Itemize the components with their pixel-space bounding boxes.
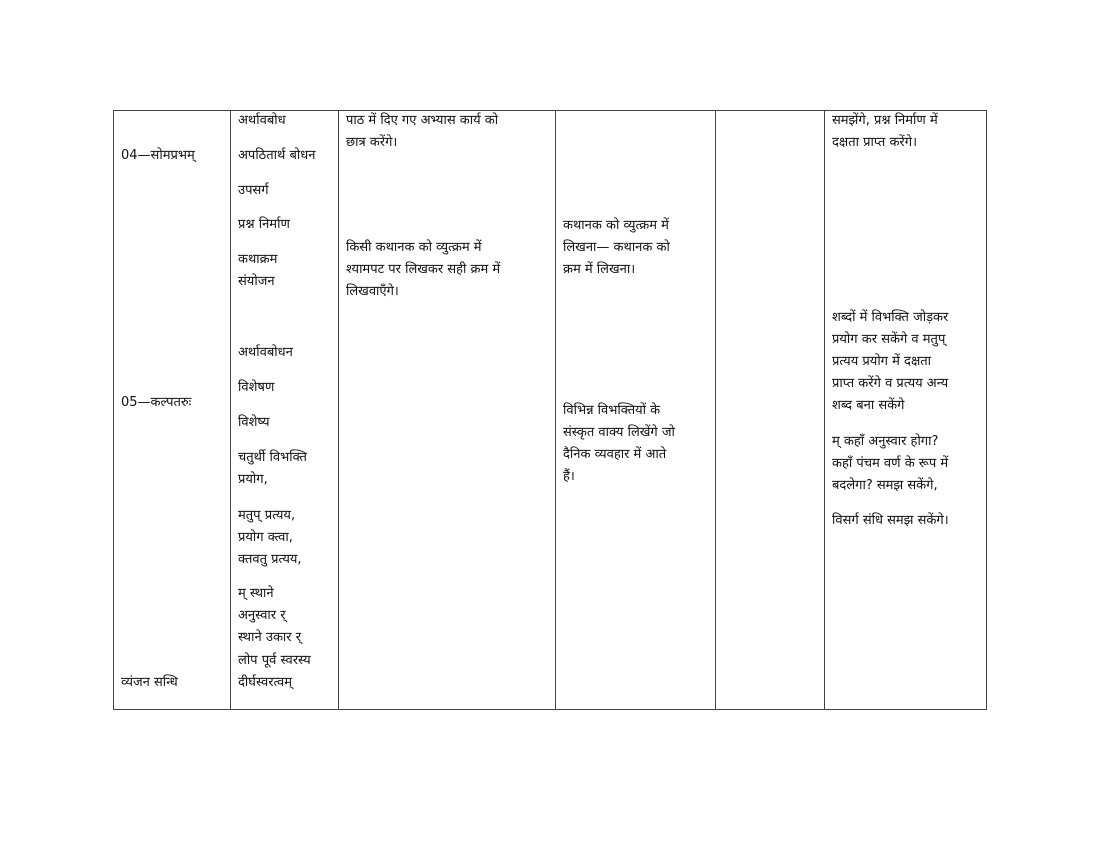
outcome-block [832, 510, 949, 532]
topic-item: स्थाने उकार र् [238, 630, 302, 645]
student-activity-line: हैं। [563, 469, 575, 484]
outcome-line: शब्द बना सकेंगे [832, 398, 905, 413]
activity-block [346, 110, 498, 154]
activity-line: पाठ में दिए गए अभ्यास कार्य को [346, 113, 499, 128]
activity-line: किसी कथानक को व्युत्क्रम में [346, 240, 482, 255]
topic-item: म् स्थाने [238, 586, 274, 601]
student-activity-line: दैनिक व्यवहार में आते [563, 447, 667, 462]
activity-line: श्यामपट पर लिखकर सही क्रम में [346, 262, 501, 277]
student-activity-line: विभिन्न विभक्तियों के [563, 403, 661, 418]
topic-item: अर्थावबोधन [238, 345, 293, 360]
column-divider [230, 110, 231, 710]
outcome-line: दक्षता प्राप्त करेंगे। [832, 135, 917, 150]
topic-vyanjan-sandhi: व्यंजन सन्धि [121, 675, 178, 690]
student-activity-line: संस्कृत वाक्य लिखेंगे जो [563, 425, 675, 440]
outcome-line: म् कहाँ अनुस्वार होगा? [832, 434, 939, 449]
outcome-line: प्रयोग कर सकेंगे व मतुप् [832, 332, 946, 347]
topic-item: प्रयोग, [238, 472, 268, 487]
lesson-4-title: 04—सोमप्रभम् [121, 148, 195, 163]
student-activity-line: कथानक को व्युत्क्रम में [563, 218, 669, 233]
outcome-line: विसर्ग संधि समझ सकेंगे। [832, 513, 949, 528]
student-activity-block [563, 215, 670, 281]
topic-item: दीर्घस्वरत्वम् [238, 675, 293, 690]
outcome-line: प्रत्यय प्रयोग में दक्षता [832, 354, 932, 369]
student-activity-block [563, 400, 675, 488]
topic-item: अनुस्वार र् [238, 608, 286, 623]
column-divider [555, 110, 556, 710]
activity-line: छात्र करेंगे। [346, 135, 398, 150]
topic-item: मतुप् प्रत्यय, [238, 508, 296, 523]
outcome-line: कहाँ पंचम वर्ण के रूप में [832, 456, 949, 471]
outcome-block [832, 431, 948, 497]
topic-item: अपठितार्थ बोधन [238, 148, 316, 163]
topic-item: चतुर्थी विभक्ति [238, 450, 307, 465]
column-divider [824, 110, 825, 710]
topic-item: लोप पूर्व स्वरस्य [238, 653, 311, 668]
outcome-block [832, 307, 948, 417]
topic-item: उपसर्ग [238, 183, 269, 198]
topic-item: विशेष्य [238, 415, 270, 430]
topic-item: अर्थावबोध [238, 113, 286, 128]
topic-item: कथाक्रम [238, 252, 278, 267]
column-divider [715, 110, 716, 710]
column-divider [338, 110, 339, 710]
outcome-line: समझेंगे, प्रश्न निर्माण में [832, 113, 938, 128]
lesson-5-title: 05—कल्पतरुः [121, 395, 192, 410]
outcome-block [832, 110, 938, 154]
activity-block [346, 237, 500, 303]
topic-item: प्रयोग क्त्वा, [238, 530, 293, 545]
activity-line: लिखवाएँगे। [346, 284, 399, 299]
topic-item: संयोजन [238, 274, 275, 289]
outcome-line: प्राप्त करेंगे व प्रत्यय अन्य [832, 376, 949, 391]
topic-item: क्तवतु प्रत्यय, [238, 552, 302, 567]
topic-item: प्रश्न निर्माण [238, 217, 290, 232]
topic-item: विशेषण [238, 380, 275, 395]
outcome-line: शब्दों में विभक्ति जोड़कर [832, 310, 949, 325]
student-activity-line: लिखना— कथानक को [563, 240, 670, 255]
outcome-line: बदलेगा? समझ सकेंगे, [832, 478, 938, 493]
student-activity-line: क्रम में लिखना। [563, 262, 636, 277]
